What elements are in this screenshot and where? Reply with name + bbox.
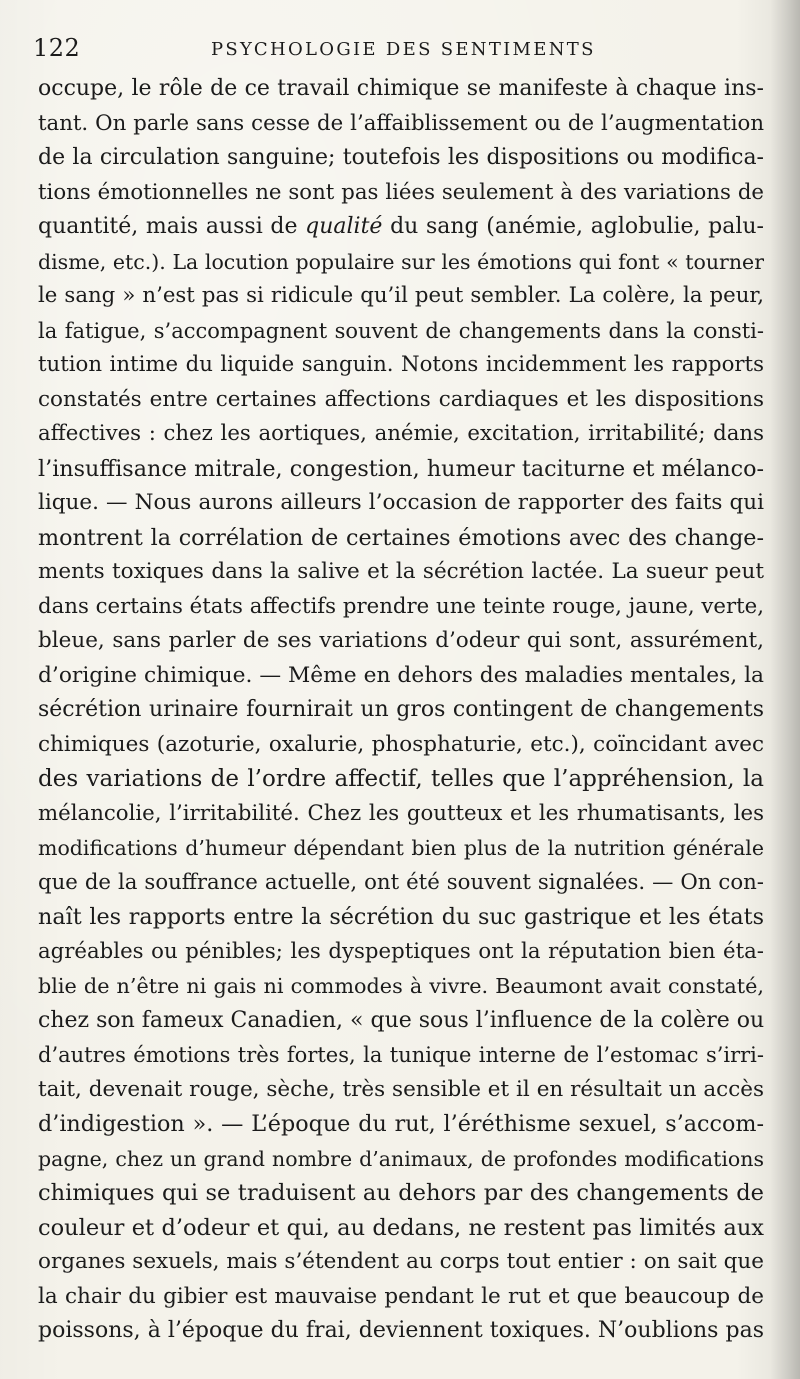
text-segment: agréables ou pénibles; les dyspeptiques ont la réputation bien éta- [38,938,764,964]
text-line [38,659,764,694]
text-segment: mélancolie, l’irritabilité. Chez les goutteux et les rhumatisants, les [38,800,764,826]
text-segment: tions émotionnelles ne sont pas liées seulement à des variations de [38,179,764,205]
text-segment: l’insuffisance mitrale, congestion, humeur taciturne et mélanco- [38,455,764,482]
text-line [38,417,764,452]
text-segment: pagne, chez un grand nombre d’animaux, de profondes modifications [38,1146,764,1171]
text-segment: de la circulation sanguine; toutefois les dispositions ou modifica- [38,145,764,170]
text-line [38,314,764,349]
text-line [38,590,764,625]
text-line [38,72,764,107]
text-segment: poissons, à l’époque du frai, deviennent toxiques. N’oublions pas [38,1318,764,1343]
text-line [38,797,764,832]
text-line [38,279,764,314]
text-segment: tant. On parle sans cesse de l’affaiblissement ou de l’augmentation [38,110,764,136]
text-line [38,176,764,211]
text-line [38,452,764,487]
text-line [38,1280,764,1315]
text-line [38,900,764,935]
text-line [38,762,764,797]
running-head: PSYCHOLOGIE DES SENTIMENTS [211,39,596,60]
text-segment: le sang » n’est pas si ridicule qu’il peut sembler. La colère, la peur, [38,283,764,308]
text-line [38,728,764,763]
text-line [38,866,764,901]
text-segment: sécrétion urinaire fournirait un gros contingent de changements [38,697,764,722]
text-line [38,107,764,142]
italic-emphasis: qualité [305,214,383,239]
text-segment: du sang (anémie, aglobulie, palu- [382,214,764,239]
text-segment: chimiques (azoturie, oxalurie, phosphaturie, etc.), coïncidant avec [38,731,764,757]
text-segment: blie de n’être ni gais ni commodes à vivre. Beaumont avait constaté, [38,974,764,998]
text-line [38,1107,764,1142]
text-segment: d’origine chimique. — Même en dehors des maladies mentales, la [38,662,764,688]
text-segment: des variations de l’ordre affectif, telles que l’appréhension, la [38,766,764,792]
text-line [38,693,764,728]
text-segment: chimiques qui se traduisent au dehors par des changements de [38,1180,764,1206]
text-segment: tution intime du liquide sanguin. Notons incidemment les rapports [38,352,764,377]
page-header [33,34,763,64]
text-segment: la fatigue, s’accompagnent souvent de changements dans la consti- [38,318,764,343]
text-segment: disme, etc.). La locution populaire sur les émotions qui font « tourner [38,249,764,274]
text-segment: montrent la corrélation de certaines émotions avec des change- [38,524,764,551]
text-segment: occupe, le rôle de ce travail chimique se manifeste à chaque ins- [38,76,764,101]
text-segment: chez son fameux Canadien, « que sous l’influence de la colère ou [38,1007,764,1033]
text-line [38,1038,764,1073]
text-line [38,141,764,176]
text-segment: d’indigestion ». — L’époque du rut, l’éréthisme sexuel, s’accom- [38,1111,764,1137]
text-line [38,1176,764,1211]
text-segment: ments toxiques dans la salive et la sécrétion lactée. La sueur peut [38,559,764,584]
text-line [38,1211,764,1246]
text-line [38,1004,764,1039]
text-segment: que de la souffrance actuelle, ont été souvent signalées. — On con- [38,869,764,895]
text-segment: dans certains états affectifs prendre une teinte rouge, jaune, verte, [38,593,764,619]
text-line [38,1142,764,1177]
text-segment: couleur et d’odeur et qui, au dedans, ne restent pas limités aux [38,1214,764,1241]
text-line [38,245,764,280]
text-line [38,1314,764,1349]
text-segment: la chair du gibier est mauvaise pendant le rut et que beaucoup de [38,1283,764,1309]
text-segment: constatés entre certaines affections cardiaques et les dispositions [38,386,764,412]
text-line [38,486,764,521]
text-line [38,521,764,556]
text-line [38,831,764,866]
text-segment: modifications d’humeur dépendant bien plus de la nutrition générale [38,836,764,860]
text-segment: organes sexuels, mais s’étendent au corps tout entier : on sait que [38,1249,764,1274]
text-line [38,969,764,1004]
text-line [38,348,764,383]
text-line [38,1073,764,1108]
text-segment: lique. — Nous aurons ailleurs l’occasion de rapporter des faits qui [38,490,764,515]
text-line [38,555,764,590]
text-line [38,1245,764,1280]
text-line [38,210,764,245]
text-line [38,624,764,659]
text-segment: affectives : chez les aortiques, anémie, excitation, irritabilité; dans [38,421,764,446]
text-segment: naît les rapports entre la sécrétion du suc gastrique et les états [38,904,764,930]
page-number: 122 [33,34,81,62]
text-segment: bleue, sans parler de ses variations d’odeur qui sont, assurément, [38,628,764,653]
text-line [38,935,764,970]
text-segment: quantité, mais aussi de [38,214,306,239]
text-line [38,383,764,418]
text-segment: d’autres émotions très fortes, la tunique interne de l’estomac s’irri- [38,1043,764,1067]
body-text [38,72,764,1349]
page-edge-shadow [770,0,800,1379]
text-segment: tait, devenait rouge, sèche, très sensible et il en résultait un accès [38,1076,764,1102]
